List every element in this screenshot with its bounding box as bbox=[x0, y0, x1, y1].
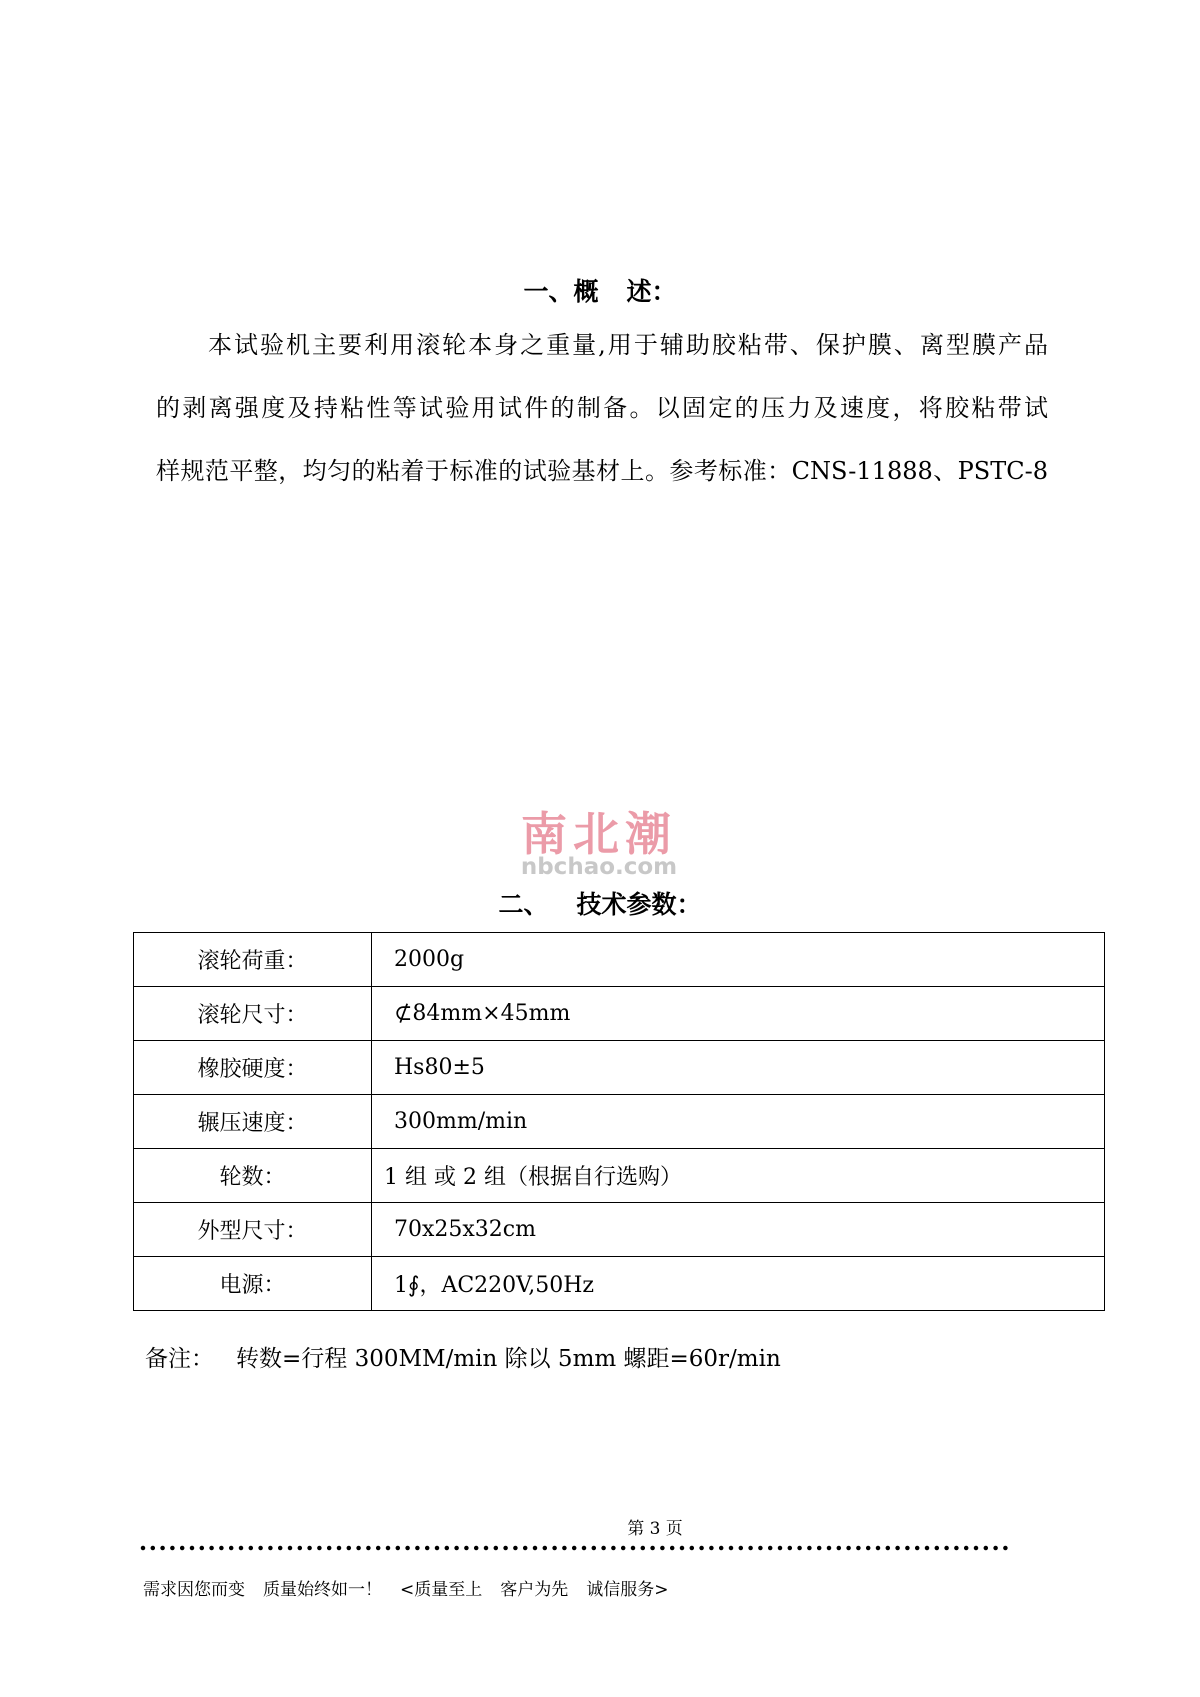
note bbox=[145, 1340, 781, 1373]
slogan-part: 客户为先 bbox=[500, 1580, 569, 1600]
watermark-cn: 南北潮 bbox=[521, 807, 677, 861]
slogan-part: 需求因您而变 bbox=[143, 1580, 245, 1600]
param-key: 电源： bbox=[134, 1257, 372, 1311]
watermark-en: nbchao.com bbox=[520, 854, 678, 880]
param-value: Hs80±5 bbox=[372, 1041, 1105, 1095]
param-key: 橡胶硬度： bbox=[134, 1041, 372, 1095]
param-value: 2000g bbox=[372, 933, 1105, 987]
note-text: 转数=行程 300MM/min 除以 5mm 螺距=60r/min bbox=[236, 1346, 781, 1372]
param-key: 滚轮荷重： bbox=[134, 933, 372, 987]
param-key: 辗压速度： bbox=[134, 1095, 372, 1149]
table-row bbox=[134, 1149, 1105, 1203]
overview-paragraph bbox=[156, 330, 1048, 519]
table-row bbox=[134, 1095, 1105, 1149]
section-2-title-text: 技术参数： bbox=[576, 890, 702, 919]
param-value: 300mm/min bbox=[372, 1095, 1105, 1149]
param-key: 轮数： bbox=[134, 1149, 372, 1203]
table-row bbox=[134, 1041, 1105, 1095]
footer-slogan bbox=[143, 1575, 687, 1600]
slogan-part: 质量始终如一！ bbox=[263, 1580, 382, 1600]
paragraph-line: 本试验机主要利用滚轮本身之重量,用于辅助胶粘带、保护膜、离型膜产品 bbox=[208, 331, 1048, 359]
paragraph-line: 样规范平整，均匀的粘着于标准的试验基材上。参考标准：CNS-11888、PSTC-8 bbox=[156, 457, 1048, 485]
section-2-title bbox=[0, 885, 1200, 921]
tech-params-table bbox=[133, 932, 1105, 1311]
slogan-part: 诚信服务> bbox=[586, 1580, 669, 1600]
param-value: 1 组 或 2 组（根据自行选购） bbox=[372, 1149, 1105, 1203]
section-1-title bbox=[0, 272, 1200, 308]
table-row bbox=[134, 933, 1105, 987]
note-label: 备注： bbox=[145, 1346, 214, 1372]
watermark-logo bbox=[508, 808, 690, 878]
param-key: 滚轮尺寸： bbox=[134, 987, 372, 1041]
param-value: ⊄84mm×45mm bbox=[372, 987, 1105, 1041]
page-number: 第 3 页 bbox=[627, 1519, 683, 1539]
section-1-title-number: 一、概 bbox=[523, 277, 599, 306]
param-value: 1∮，AC220V,50Hz bbox=[372, 1257, 1105, 1311]
section-2-title-number: 二、 bbox=[498, 890, 549, 919]
section-1-title-text: 述： bbox=[626, 277, 677, 306]
table-row bbox=[134, 987, 1105, 1041]
table-row bbox=[134, 1257, 1105, 1311]
paragraph-line: 的剥离强度及持粘性等试验用试件的制备。以固定的压力及速度，将胶粘带试 bbox=[156, 394, 1048, 422]
table-row bbox=[134, 1203, 1105, 1257]
slogan-part: <质量至上 bbox=[400, 1580, 483, 1600]
param-key: 外型尺寸： bbox=[134, 1203, 372, 1257]
param-value: 70x25x32cm bbox=[372, 1203, 1105, 1257]
footer-dotted-rule bbox=[140, 1544, 1010, 1552]
